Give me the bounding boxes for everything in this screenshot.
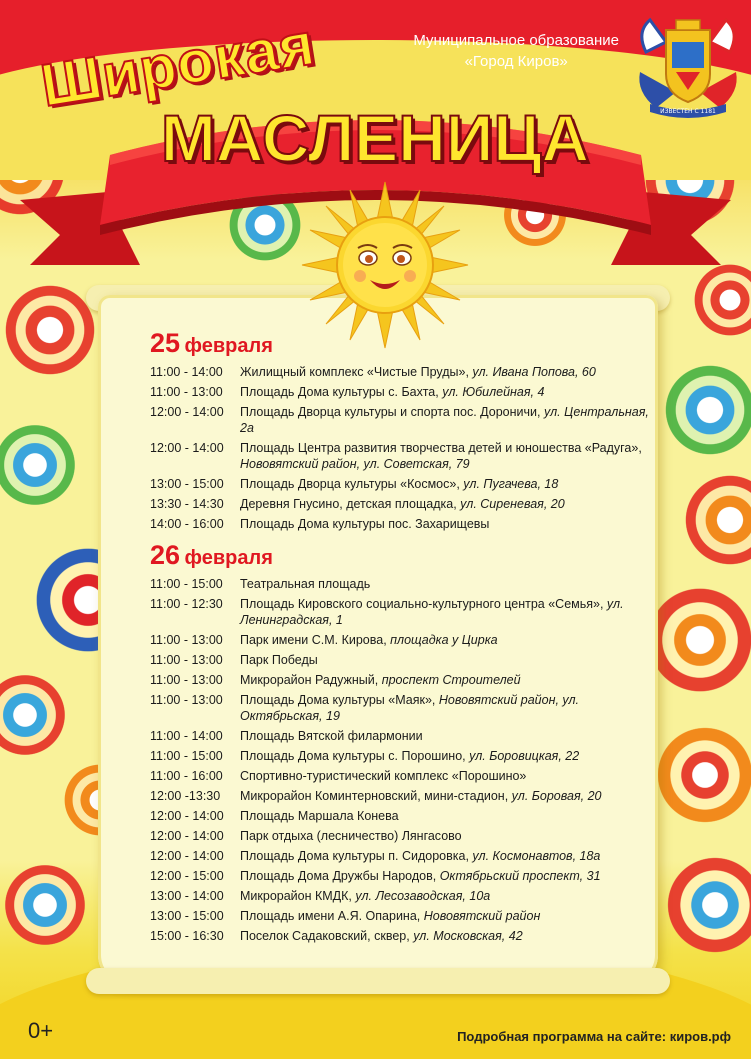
event-place-name: Площадь Дворца культуры «Космос», [240, 477, 464, 491]
event-place [240, 576, 650, 592]
day-number: 25 [150, 328, 181, 358]
event-time: 11:00 - 13:00 [150, 653, 223, 667]
list-item [150, 768, 650, 784]
event-place [240, 384, 650, 400]
event-place [240, 652, 650, 668]
list-item [150, 576, 650, 592]
event-address: Нововятский район, ул. Октябрьская, 19 [240, 693, 580, 723]
event-address: ул. Юбилейная, 4 [442, 385, 545, 399]
event-address: ул. Ленинградская, 1 [240, 597, 624, 627]
event-place [240, 868, 650, 884]
event-time: 13:00 - 15:00 [150, 477, 224, 491]
folk-ornament-icon [0, 860, 90, 950]
municipality-line-1: Муниципальное образование [413, 32, 619, 49]
event-address: ул. Центральная, 2а [240, 405, 649, 435]
event-place [240, 596, 650, 628]
event-place [240, 908, 650, 924]
folk-ornament-icon [660, 850, 751, 960]
event-address: ул. Лесозаводская, 10а [355, 889, 491, 903]
event-place-name: Площадь Дома культуры пос. Захарищевы [240, 517, 490, 531]
event-place-name: Площадь Дворца культуры и спорта пос. Дороничи, [240, 405, 544, 419]
list-item [150, 516, 650, 532]
event-time: 13:30 - 14:30 [150, 497, 224, 511]
event-address: площадка у Цирка [390, 633, 498, 647]
event-time: 11:00 - 15:00 [150, 577, 223, 591]
event-place [240, 888, 650, 904]
event-time: 11:00 - 13:00 [150, 673, 223, 687]
event-place-name: Площадь Вятской филармонии [240, 729, 423, 743]
list-item [150, 692, 650, 724]
event-place-name: Площадь Дома культуры «Маяк», [240, 693, 439, 707]
event-time: 11:00 - 16:00 [150, 769, 223, 783]
event-place [240, 728, 650, 744]
event-place-name: Площадь Кировского социально-культурного центра «Семья», [240, 597, 607, 611]
list-item [150, 928, 650, 944]
folk-ornament-icon [660, 360, 751, 460]
event-address: ул. Пугачева, 18 [463, 477, 559, 491]
event-place-name: Парк имени С.М. Кирова, [240, 633, 391, 647]
event-place [240, 476, 650, 492]
event-place-name: Деревня Гнусино, детская площадка, [240, 497, 461, 511]
folk-ornament-icon [0, 420, 80, 510]
event-place [240, 848, 650, 864]
event-time: 12:00 -13:30 [150, 789, 221, 803]
event-address: ул. Московская, 42 [413, 929, 523, 943]
list-item [150, 848, 650, 864]
event-time: 11:00 - 12:30 [150, 597, 223, 611]
event-place [240, 672, 650, 688]
event-place [240, 496, 650, 512]
event-address: ул. Боровая, 20 [511, 789, 602, 803]
event-time: 13:00 - 15:00 [150, 909, 224, 923]
event-time: 15:00 - 16:30 [150, 929, 224, 943]
event-time: 14:00 - 16:00 [150, 517, 224, 531]
event-time: 12:00 - 14:00 [150, 809, 224, 823]
event-place [240, 364, 650, 380]
event-place-name: Микрорайон Коминтерновский, мини-стадион, [240, 789, 512, 803]
list-item [150, 440, 650, 472]
schedule-list-25 [150, 364, 650, 536]
event-time: 12:00 - 14:00 [150, 441, 224, 455]
event-address: Нововятский район [423, 909, 541, 923]
folk-ornament-icon [0, 280, 100, 380]
list-item [150, 596, 650, 628]
day-heading-26 [150, 540, 273, 571]
event-place-name: Парк отдыха (лесничество) Лянгасово [240, 829, 462, 843]
event-place-name: Площадь Дома культуры п. Сидоровка, [240, 849, 473, 863]
list-item [150, 652, 650, 668]
event-time: 11:00 - 13:00 [150, 633, 223, 647]
event-place-name: Площадь имени А.Я. Опарина, [240, 909, 424, 923]
event-place [240, 808, 650, 824]
event-place-name: Спортивно-туристический комплекс «Порошино» [240, 769, 527, 783]
event-address: ул. Сиреневая, 20 [460, 497, 565, 511]
schedule-list-26 [150, 576, 650, 948]
list-item [150, 908, 650, 924]
event-address: ул. Боровицкая, 22 [469, 749, 580, 763]
event-place-name: Театральная площадь [240, 577, 371, 591]
scroll-bottom-roll [86, 968, 670, 994]
event-address: ул. Космонавтов, 18а [472, 849, 601, 863]
event-time: 11:00 - 13:00 [150, 385, 223, 399]
event-time: 12:00 - 14:00 [150, 829, 224, 843]
program-note: Подробная программа на сайте: киров.рф [457, 1029, 731, 1044]
event-place [240, 516, 650, 532]
list-item [150, 476, 650, 492]
coat-motto: ИЗВЕСТЕН С 1181 [660, 108, 716, 115]
day-number: 26 [150, 540, 181, 570]
list-item [150, 672, 650, 688]
event-place [240, 404, 650, 436]
list-item [150, 888, 650, 904]
event-time: 12:00 - 15:00 [150, 869, 224, 883]
folk-ornament-icon [650, 720, 751, 830]
list-item [150, 384, 650, 400]
event-place-name: Парк Победы [240, 653, 318, 667]
municipality-line-2: «Город Киров» [464, 53, 568, 70]
event-time: 11:00 - 14:00 [150, 729, 223, 743]
event-place [240, 632, 650, 648]
event-place [240, 788, 650, 804]
event-place [240, 928, 650, 944]
event-place [240, 692, 650, 724]
list-item [150, 404, 650, 436]
event-address: ул. Ивана Попова, 60 [472, 365, 596, 379]
municipality-label [413, 30, 619, 72]
event-place-name: Поселок Садаковский, сквер, [240, 929, 414, 943]
event-place [240, 748, 650, 764]
list-item [150, 728, 650, 744]
event-address: проспект Строителей [381, 673, 521, 687]
event-time: 11:00 - 15:00 [150, 749, 223, 763]
event-place [240, 768, 650, 784]
event-place-name: Площадь Дома культуры с. Бахта, [240, 385, 443, 399]
event-address: Октябрьский проспект, 31 [439, 869, 601, 883]
event-time: 11:00 - 14:00 [150, 365, 223, 379]
list-item [150, 496, 650, 512]
event-place [240, 440, 650, 472]
event-time: 12:00 - 14:00 [150, 405, 224, 419]
sun-icon [300, 180, 470, 350]
event-place-name: Микрорайон Радужный, [240, 673, 382, 687]
event-place-name: Площадь Дома Дружбы Народов, [240, 869, 440, 883]
list-item [150, 748, 650, 764]
event-place [240, 828, 650, 844]
event-place-name: Площадь Дома культуры с. Порошино, [240, 749, 470, 763]
title-maslenitsa: МАСЛЕНИЦА [160, 101, 590, 175]
event-place-name: Площадь Центра развития творчества детей и юношества «Радуга», [240, 441, 642, 455]
event-place-name: Жилищный комплекс «Чистые Пруды», [240, 365, 473, 379]
day-heading-25 [150, 328, 273, 359]
folk-ornament-icon [0, 670, 70, 760]
event-address: Нововятский район, ул. Советская, 79 [240, 457, 470, 471]
age-rating: 0+ [28, 1018, 54, 1043]
list-item [150, 868, 650, 884]
day-month: февраля [184, 335, 273, 357]
list-item [150, 828, 650, 844]
event-time: 13:00 - 14:00 [150, 889, 224, 903]
list-item [150, 364, 650, 380]
list-item [150, 808, 650, 824]
event-time: 11:00 - 13:00 [150, 693, 223, 707]
title-shirokaya: Широкая [36, 9, 320, 120]
list-item [150, 788, 650, 804]
event-place-name: Микрорайон КМДК, [240, 889, 356, 903]
event-place-name: Площадь Маршала Конева [240, 809, 399, 823]
folk-ornament-icon [680, 470, 751, 570]
event-time: 12:00 - 14:00 [150, 849, 224, 863]
list-item [150, 632, 650, 648]
day-month: февраля [184, 547, 273, 569]
